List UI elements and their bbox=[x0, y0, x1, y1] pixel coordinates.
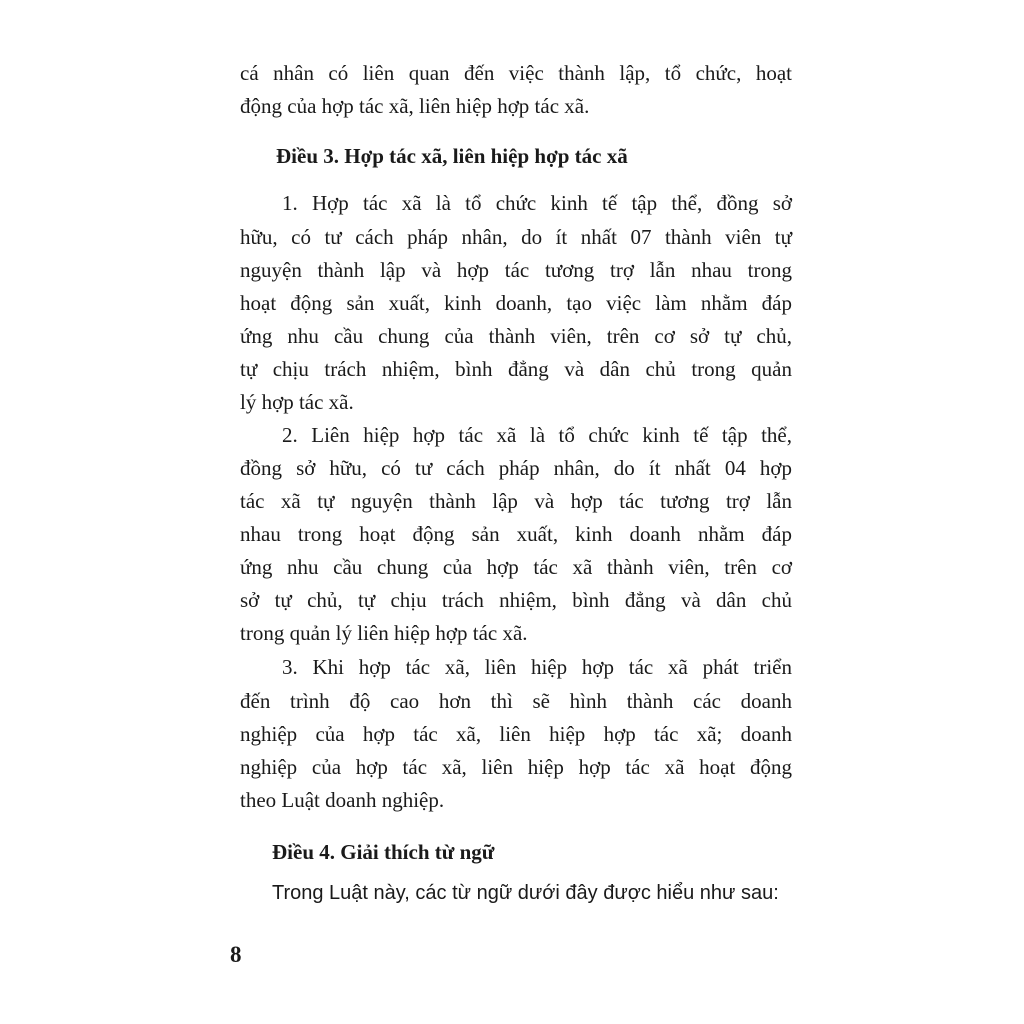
clause-3-line: nghiệp của hợp tác xã, liên hiệp hợp tác xã hoạt động bbox=[240, 755, 792, 779]
clause-2-line: trong quản lý liên hiệp hợp tác xã. bbox=[240, 621, 528, 645]
clause-2-line: 2. Liên hiệp hợp tác xã là tổ chức kinh tế tập thể, bbox=[282, 423, 792, 447]
clause-1-line: lý hợp tác xã. bbox=[240, 390, 354, 414]
article-3-heading: Điều 3. Hợp tác xã, liên hiệp hợp tác xã bbox=[276, 144, 628, 168]
clause-3-line: 3. Khi hợp tác xã, liên hiệp hợp tác xã phát triển bbox=[282, 655, 792, 679]
clause-1-line: nguyện thành lập và hợp tác tương trợ lẫn nhau trong bbox=[240, 258, 792, 282]
clause-2-line: ứng nhu cầu chung của hợp tác xã thành viên, trên cơ bbox=[240, 555, 792, 579]
clause-1-line: hữu, có tư cách pháp nhân, do ít nhất 07 thành viên tự bbox=[240, 225, 792, 249]
page-number: 8 bbox=[230, 942, 242, 967]
article-4-heading: Điều 4. Giải thích từ ngữ bbox=[272, 840, 495, 864]
clause-3-line: theo Luật doanh nghiệp. bbox=[240, 788, 445, 812]
clause-1-line: hoạt động sản xuất, kinh doanh, tạo việc làm nhằm đáp bbox=[240, 291, 792, 315]
clause-2-line: sở tự chủ, tự chịu trách nhiệm, bình đẳng và dân chủ bbox=[240, 588, 792, 612]
clause-1-line: tự chịu trách nhiệm, bình đẳng và dân chủ trong quản bbox=[240, 357, 792, 381]
clause-3-line: đến trình độ cao hơn thì sẽ hình thành các doanh bbox=[240, 689, 792, 713]
clause-1-line: ứng nhu cầu chung của thành viên, trên cơ sở tự chủ, bbox=[240, 324, 792, 348]
article-4-intro: Trong Luật này, các từ ngữ dưới đây được hiểu như sau: bbox=[272, 882, 779, 904]
clause-3-line: nghiệp của hợp tác xã, liên hiệp hợp tác xã; doanh bbox=[240, 722, 792, 746]
clause-2-line: đồng sở hữu, có tư cách pháp nhân, do ít nhất 04 hợp bbox=[240, 456, 792, 480]
intro-line: cá nhân có liên quan đến việc thành lập, tổ chức, hoạt bbox=[240, 61, 792, 85]
clause-2-line: tác xã tự nguyện thành lập và hợp tác tương trợ lẫn bbox=[240, 489, 792, 513]
clause-1-line: 1. Hợp tác xã là tổ chức kinh tế tập thể, đồng sở bbox=[282, 191, 792, 215]
intro-line: động của hợp tác xã, liên hiệp hợp tác xã. bbox=[240, 94, 590, 118]
clause-2-line: nhau trong hoạt động sản xuất, kinh doanh nhằm đáp bbox=[240, 522, 792, 546]
